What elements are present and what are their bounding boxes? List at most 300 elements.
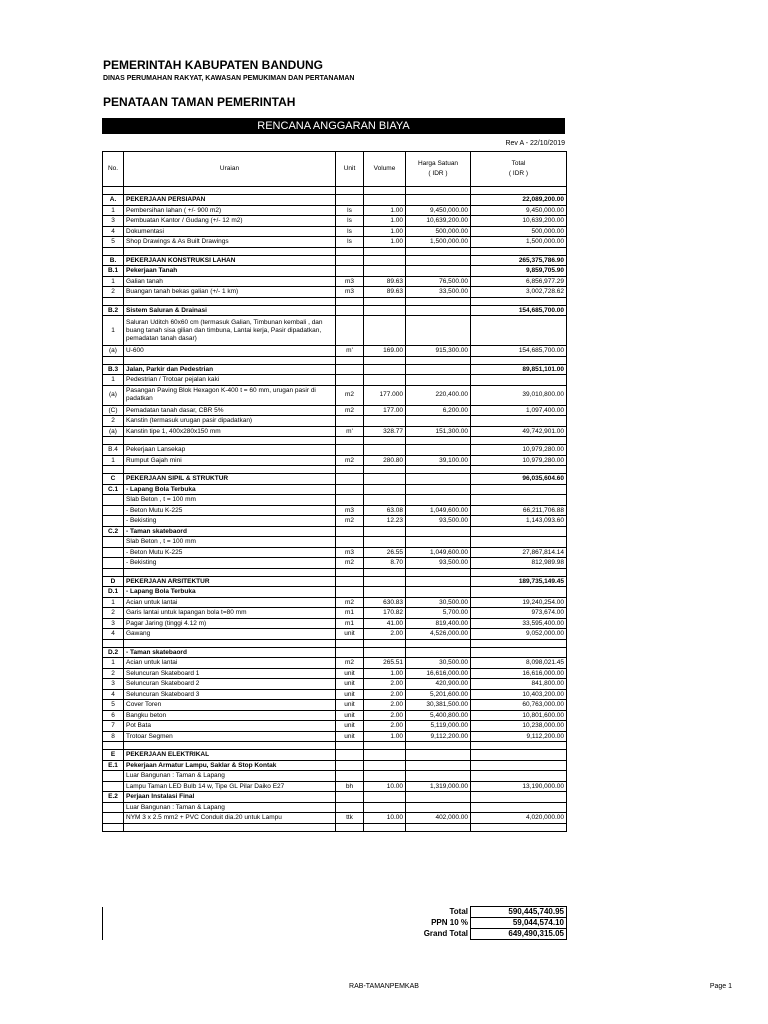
cell-price (406, 187, 471, 195)
cell-unit (336, 416, 364, 427)
cell-vol: 1.00 (364, 668, 406, 679)
cell-vol (364, 771, 406, 782)
cell-total (471, 484, 567, 495)
cell-price: 30,500.00 (406, 597, 471, 608)
cell-vol: 10.00 (364, 813, 406, 824)
cell-price: 1,500,000.00 (406, 237, 471, 248)
cell-vol: 265.51 (364, 658, 406, 669)
cell-desc: Jalan, Parkir dan Pedestrian (124, 364, 336, 375)
cell-total (471, 639, 567, 647)
cell-price: 30,381,500.00 (406, 700, 471, 711)
cell-no: 2 (103, 416, 124, 427)
cell-desc: PEKERJAAN SIPIL & STRUKTUR (124, 474, 336, 485)
cell-unit (336, 375, 364, 386)
cell-vol: 328.77 (364, 426, 406, 437)
cell-no: (a) (103, 385, 124, 405)
cell-total: 3,002,728.62 (471, 287, 567, 298)
cell-unit (336, 305, 364, 316)
cell-total: 66,211,706.88 (471, 505, 567, 516)
table-row (103, 731, 567, 742)
cell-desc: Buangan tanah bekas galian (+/- 1 km) (124, 287, 336, 298)
cell-vol (364, 316, 406, 346)
cell-vol: 12.23 (364, 516, 406, 527)
cell-no (103, 802, 124, 813)
cell-desc: - Beton Mutu K-225 (124, 505, 336, 516)
cell-desc: Pembersihan lahan ( +/- 900 m2) (124, 205, 336, 216)
table-row (103, 689, 567, 700)
table-row (103, 608, 567, 619)
cell-desc: Acian untuk lantai (124, 658, 336, 669)
cell-desc: - Taman skatebaord (124, 526, 336, 537)
cell-no: B.2 (103, 305, 124, 316)
cell-price (406, 484, 471, 495)
cell-price (406, 266, 471, 277)
cell-unit (336, 247, 364, 255)
org-title: PEMERINTAH KABUPATEN BANDUNG (103, 58, 323, 72)
cell-price (406, 568, 471, 576)
cell-vol (364, 802, 406, 813)
cell-no (103, 813, 124, 824)
totals-spacer (364, 907, 406, 918)
cell-no (103, 781, 124, 792)
cell-price (406, 437, 471, 445)
cell-desc: Pekerjaan Lansekap (124, 445, 336, 456)
cell-total (471, 316, 567, 346)
cell-price (406, 364, 471, 375)
cell-vol (364, 576, 406, 587)
cell-total: 10,979,280.00 (471, 455, 567, 466)
cell-no (103, 466, 124, 474)
cell-price (406, 823, 471, 831)
cell-vol (364, 587, 406, 598)
cell-total: 8,098,021.45 (471, 658, 567, 669)
cell-no: 1 (103, 276, 124, 287)
cell-price: 6,200.00 (406, 405, 471, 416)
total-currency: ( IDR ) (508, 170, 529, 177)
cell-vol: 2.00 (364, 721, 406, 732)
cell-total (471, 537, 567, 548)
spacer-row (103, 297, 567, 305)
cell-unit (336, 647, 364, 658)
cell-price: 9,112,200.00 (406, 731, 471, 742)
cell-no (103, 187, 124, 195)
cell-vol: 2.00 (364, 629, 406, 640)
cell-no: 1 (103, 597, 124, 608)
table-row (103, 537, 567, 548)
cell-desc: PEKERJAAN ELEKTRIKAL (124, 750, 336, 761)
totals-spacer (336, 918, 364, 929)
cell-vol: 89.63 (364, 276, 406, 287)
cell-price (406, 526, 471, 537)
table-row (103, 629, 567, 640)
cell-total: 89,851,101.00 (471, 364, 567, 375)
table-row (103, 305, 567, 316)
cell-price (406, 647, 471, 658)
cell-vol: 169.00 (364, 346, 406, 357)
cell-unit: ls (336, 237, 364, 248)
cell-desc: Pasangan Paving Blok Hexagon K-400 t = 60 mm, urugan pasir di padatkan (124, 385, 336, 405)
table-row (103, 195, 567, 206)
cell-unit: ls (336, 205, 364, 216)
cell-vol: 89.63 (364, 287, 406, 298)
table-header-row (103, 152, 567, 187)
cell-price: 151,300.00 (406, 426, 471, 437)
cell-desc: - Taman skatebaord (124, 647, 336, 658)
cell-unit: m2 (336, 658, 364, 669)
cell-price (406, 587, 471, 598)
cell-total: 96,035,604.60 (471, 474, 567, 485)
cell-total (471, 187, 567, 195)
cell-no (103, 823, 124, 831)
cell-price: 4,526,000.00 (406, 629, 471, 640)
cell-total: 189,735,149.45 (471, 576, 567, 587)
totals-spacer (103, 907, 124, 918)
cell-price (406, 375, 471, 386)
cell-no: 1 (103, 205, 124, 216)
dept-subtitle: DINAS PERUMAHAN RAKYAT, KAWASAN PEMUKIMAN DAN PERTANAMAN (103, 75, 355, 82)
cell-no: E.2 (103, 792, 124, 803)
project-title: PENATAAN TAMAN PEMERINTAH (103, 95, 296, 109)
cell-desc: Pekerjaan Armatur Lampu, Saklar & Stop Kontak (124, 760, 336, 771)
cell-total: 9,859,705.90 (471, 266, 567, 277)
totals-label: PPN 10 % (431, 918, 468, 927)
table-row (103, 416, 567, 427)
cell-no (103, 742, 124, 750)
cell-no: 7 (103, 721, 124, 732)
table-row (103, 516, 567, 527)
table-row (103, 802, 567, 813)
cell-vol (364, 495, 406, 506)
cell-vol (364, 364, 406, 375)
cell-vol: 177.00 (364, 405, 406, 416)
page-number: Page 1 (709, 983, 732, 990)
col-uraian-header: Uraian (124, 152, 336, 187)
cell-desc: - Beton Mutu K-225 (124, 547, 336, 558)
table-row (103, 710, 567, 721)
cell-price: 93,500.00 (406, 558, 471, 569)
cell-vol: 170.82 (364, 608, 406, 619)
cell-desc: Rumput Gajah mini (124, 455, 336, 466)
cell-vol (364, 568, 406, 576)
cell-unit (336, 802, 364, 813)
cell-unit: unit (336, 721, 364, 732)
totals-label: Grand Total (423, 929, 468, 938)
cell-price (406, 474, 471, 485)
cell-no: 3 (103, 679, 124, 690)
cell-price (406, 760, 471, 771)
cell-total: 10,639,200.00 (471, 216, 567, 227)
cell-total: 10,979,280.00 (471, 445, 567, 456)
cell-vol (364, 187, 406, 195)
cell-no: B.3 (103, 364, 124, 375)
cell-unit (336, 437, 364, 445)
cell-total: 19,240,254.00 (471, 597, 567, 608)
cell-unit (336, 568, 364, 576)
table-row (103, 216, 567, 227)
cell-vol (364, 823, 406, 831)
cell-vol (364, 437, 406, 445)
table-row (103, 364, 567, 375)
harga-currency: ( IDR ) (428, 170, 448, 177)
cell-unit (336, 771, 364, 782)
cell-price: 5,400,800.00 (406, 710, 471, 721)
table-row (103, 405, 567, 416)
cell-desc: Kanstin tipe 1, 400x280x150 mm (124, 426, 336, 437)
table-row (103, 237, 567, 248)
cell-vol: 2.00 (364, 679, 406, 690)
cell-desc: Cover Toren (124, 700, 336, 711)
cell-price: 220,400.00 (406, 385, 471, 405)
cell-total: 1,500,000.00 (471, 237, 567, 248)
cell-no: 8 (103, 731, 124, 742)
totals-table (102, 906, 567, 940)
cell-vol: 1.00 (364, 205, 406, 216)
cell-unit (336, 526, 364, 537)
cell-desc: Acian untuk lantai (124, 597, 336, 608)
cell-no: 1 (103, 658, 124, 669)
cell-no: 4 (103, 226, 124, 237)
cell-vol (364, 247, 406, 255)
sheet-name: RAB-TAMANPEMKAB (349, 983, 419, 990)
cell-desc: Luar Bangunan : Taman & Lapang (124, 802, 336, 813)
cell-desc (124, 742, 336, 750)
cell-desc: Pedestrian / Trotoar pejalan kaki (124, 375, 336, 386)
cell-total (471, 466, 567, 474)
cell-desc: Pot Bata (124, 721, 336, 732)
cell-desc: Dokumentasi (124, 226, 336, 237)
cell-price (406, 445, 471, 456)
cell-no: 1 (103, 455, 124, 466)
cell-total: 1,143,093.60 (471, 516, 567, 527)
totals-row (103, 918, 567, 929)
cell-price: 420,900.00 (406, 679, 471, 690)
cell-no (103, 356, 124, 364)
harga-label: Harga Satuan (417, 160, 459, 167)
totals-spacer (124, 918, 336, 929)
cell-price (406, 750, 471, 761)
totals-spacer (364, 929, 406, 940)
cell-total: 500,000.00 (471, 226, 567, 237)
cell-total: 1,097,400.00 (471, 405, 567, 416)
cell-desc: Bangku beton (124, 710, 336, 721)
totals-spacer (336, 907, 364, 918)
cell-unit: m2 (336, 597, 364, 608)
table-row (103, 618, 567, 629)
cell-desc: Slab Beton , t = 100 mm (124, 495, 336, 506)
cell-desc: Pekerjaan Tanah (124, 266, 336, 277)
cell-price: 76,500.00 (406, 276, 471, 287)
cell-vol: 2.00 (364, 689, 406, 700)
cell-no (103, 547, 124, 558)
cost-table-body (103, 152, 567, 832)
table-row (103, 760, 567, 771)
cell-no: (a) (103, 426, 124, 437)
cell-total (471, 416, 567, 427)
cell-unit: m3 (336, 547, 364, 558)
cell-desc: Seluncuran Skateboard 1 (124, 668, 336, 679)
cell-vol: 41.00 (364, 618, 406, 629)
cell-unit (336, 792, 364, 803)
cell-desc: Pagar Jaring (tinggi 4.12 m) (124, 618, 336, 629)
cell-vol: 8.70 (364, 558, 406, 569)
totals-body (103, 907, 567, 940)
cell-price (406, 255, 471, 266)
totals-spacer (103, 918, 124, 929)
table-row (103, 771, 567, 782)
cell-total: 841,800.00 (471, 679, 567, 690)
totals-spacer (124, 907, 336, 918)
cell-desc: - Bekisting (124, 558, 336, 569)
spacer-row (103, 568, 567, 576)
cell-unit: m1 (336, 608, 364, 619)
cell-desc (124, 823, 336, 831)
cell-desc: Shop Drawings & As Built Drawings (124, 237, 336, 248)
spacer-row (103, 823, 567, 831)
cell-vol: 280.80 (364, 455, 406, 466)
cell-unit: unit (336, 629, 364, 640)
cell-price: 39,100.00 (406, 455, 471, 466)
spacer-row (103, 437, 567, 445)
cell-vol (364, 305, 406, 316)
cell-total: 10,801,600.00 (471, 710, 567, 721)
cell-price (406, 195, 471, 206)
cell-unit: m1 (336, 618, 364, 629)
table-row (103, 474, 567, 485)
cell-unit: m2 (336, 558, 364, 569)
cell-no: 6 (103, 710, 124, 721)
cell-desc: Gawang (124, 629, 336, 640)
table-row (103, 205, 567, 216)
cell-total: 33,595,400.00 (471, 618, 567, 629)
table-row (103, 445, 567, 456)
table-row (103, 455, 567, 466)
table-row (103, 597, 567, 608)
table-row (103, 679, 567, 690)
cell-desc: Slab Beton , t = 100 mm (124, 537, 336, 548)
cell-vol: 1.00 (364, 226, 406, 237)
spacer-row (103, 247, 567, 255)
cell-vol: 1.00 (364, 731, 406, 742)
cell-no: E.1 (103, 760, 124, 771)
cell-total (471, 823, 567, 831)
cell-unit (336, 639, 364, 647)
cell-unit (336, 760, 364, 771)
cell-unit (336, 484, 364, 495)
table-row (103, 346, 567, 357)
cell-no (103, 558, 124, 569)
cell-vol: 1.00 (364, 216, 406, 227)
cell-desc: - Lapang Bola Terbuka (124, 587, 336, 598)
cell-vol (364, 297, 406, 305)
cell-desc (124, 297, 336, 305)
cell-no: B.1 (103, 266, 124, 277)
cell-total: 154,685,700.00 (471, 346, 567, 357)
cell-total (471, 771, 567, 782)
cell-unit (336, 466, 364, 474)
cell-no: 5 (103, 237, 124, 248)
totals-row (103, 929, 567, 940)
cell-price (406, 639, 471, 647)
cell-total: 13,190,000.00 (471, 781, 567, 792)
cell-no (103, 537, 124, 548)
table-row (103, 385, 567, 405)
cell-unit (336, 364, 364, 375)
table-row (103, 576, 567, 587)
cell-total (471, 647, 567, 658)
cell-unit (336, 495, 364, 506)
cell-vol (364, 375, 406, 386)
cell-desc: Lampu Taman LED Bulb 14 w, Tipe GL Pilar Daiko E27 (124, 781, 336, 792)
cell-unit: m2 (336, 385, 364, 405)
cell-total (471, 495, 567, 506)
cell-desc (124, 639, 336, 647)
col-unit-header: Unit (336, 152, 364, 187)
cell-vol (364, 639, 406, 647)
cell-price (406, 247, 471, 255)
cell-no (103, 247, 124, 255)
cell-no: 5 (103, 700, 124, 711)
cell-price (406, 316, 471, 346)
totals-value: 590,445,740.95 (471, 907, 567, 918)
table-row (103, 547, 567, 558)
cell-unit (336, 297, 364, 305)
cell-vol (364, 474, 406, 485)
cell-total: 16,616,000.00 (471, 668, 567, 679)
table-row (103, 658, 567, 669)
cell-no: B.4 (103, 445, 124, 456)
cell-unit (336, 316, 364, 346)
cell-desc: PEKERJAAN PERSIAPAN (124, 195, 336, 206)
cell-vol (364, 466, 406, 474)
cell-total: 60,763,000.00 (471, 700, 567, 711)
table-row (103, 276, 567, 287)
table-row (103, 426, 567, 437)
cell-vol (364, 445, 406, 456)
cell-price (406, 305, 471, 316)
cell-price (406, 792, 471, 803)
table-row (103, 721, 567, 732)
cell-desc (124, 187, 336, 195)
cell-vol: 2.00 (364, 700, 406, 711)
cell-unit: unit (336, 679, 364, 690)
cell-total (471, 802, 567, 813)
cell-price (406, 495, 471, 506)
cell-desc: Saluran Uditch 60x60 cm (termasuk Galian, Timbunan kembali , dan buang tanah sisa gilian dan timbuna, Lantai kerja, Pasir dipadatkan, pemadatan tanah dasar) (124, 316, 336, 346)
cell-unit (336, 255, 364, 266)
table-row (103, 495, 567, 506)
cell-unit: ls (336, 216, 364, 227)
cell-total (471, 526, 567, 537)
table-row (103, 375, 567, 386)
cell-price: 1,049,600.00 (406, 505, 471, 516)
table-row (103, 266, 567, 277)
cell-unit: m2 (336, 516, 364, 527)
cell-vol: 177.000 (364, 385, 406, 405)
cell-total: 6,856,977.29 (471, 276, 567, 287)
cell-total: 10,238,000.00 (471, 721, 567, 732)
cell-unit: m3 (336, 287, 364, 298)
table-row (103, 226, 567, 237)
spacer-row (103, 639, 567, 647)
cell-total: 812,989.98 (471, 558, 567, 569)
col-harga-header (406, 152, 471, 187)
cell-unit (336, 195, 364, 206)
cell-price (406, 416, 471, 427)
cell-no: E (103, 750, 124, 761)
cell-unit: ls (336, 226, 364, 237)
cell-price: 9,450,000.00 (406, 205, 471, 216)
cell-no (103, 505, 124, 516)
